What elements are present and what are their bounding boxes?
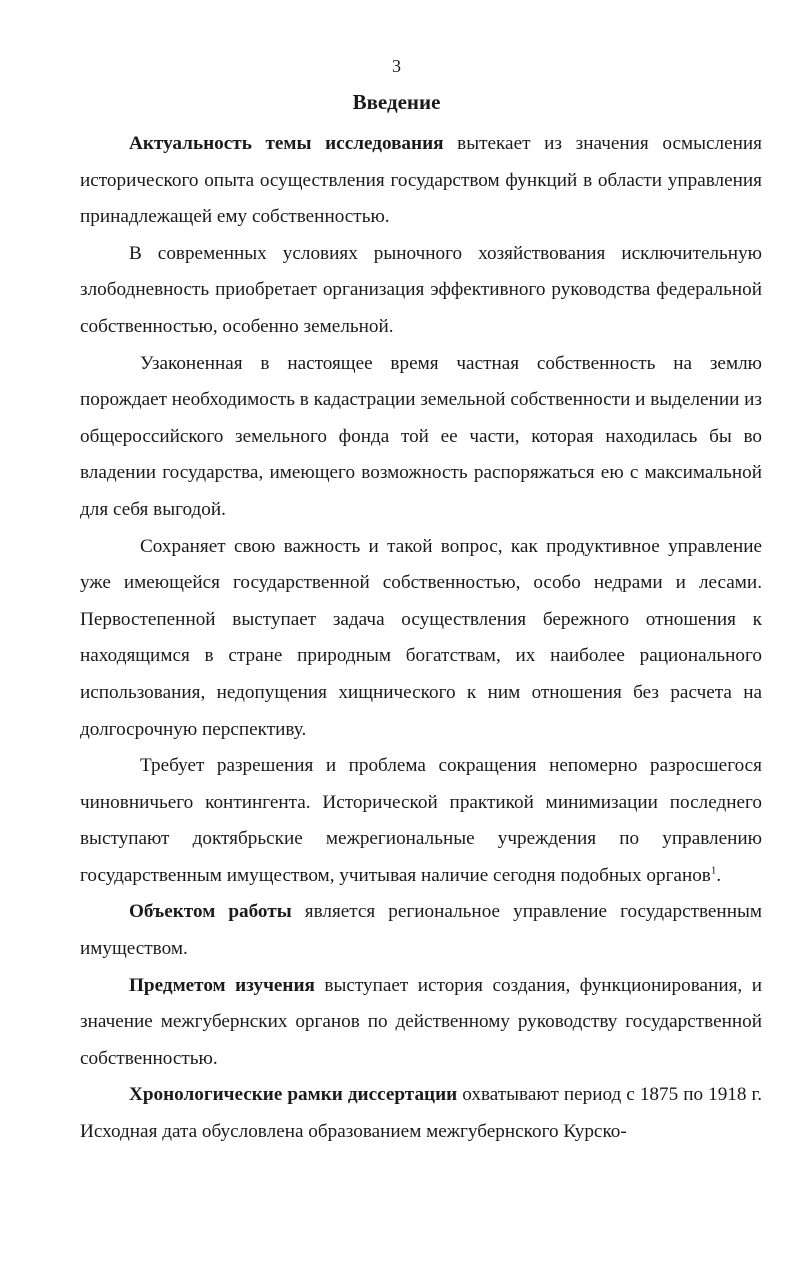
state-property-text: Сохраняет свою важность и такой вопрос, как продуктивное управление уже имеющейся государственной собственностью, особо недрами и лесами. Первостепенной выступает задача осуществления бережного отношения к находящимся в стране природным богатствам, их наиболее рационального использования, недопущения хищнического к ним отношения без расчета на долгосрочную перспективу. [80, 535, 762, 740]
subject-text: выступает история создания, функционирования, и значение межгубернских органов по действенному руководству государственной собственностью. [80, 974, 762, 1069]
private-land-text: Узаконенная в настоящее время частная собственность на землю порождает необходимость в кадастрации земельной собственности и выделении из общероссийского земельного фонда той ее части, которая находилась бы во владении государства, имеющего возможность распоряжаться ею с максимальной для себя выгодой. [80, 352, 762, 520]
section-title: Введение [352, 90, 441, 114]
paragraph-private-land [80, 346, 762, 529]
relevance-text: вытекает из значения осмысления исторического опыта осуществления государством функций в области управления принадлежащей ему собственностью. [80, 133, 762, 228]
chronology-lead: Хронологические рамки диссертации [129, 1084, 458, 1106]
chronology-text: охватывают период с 1875 по 1918 г. Исходная дата обусловлена образованием межгубернского Курско- [80, 1084, 762, 1143]
object-text: является региональное управление государственным имуществом. [80, 901, 762, 960]
paragraph-relevance [80, 126, 762, 236]
paragraph-subject [80, 968, 762, 1078]
modern-conditions-text: В современных условиях рыночного хозяйствования исключительную злободневность приобретает организация эффективного руководства федеральной собственностью, особенно земельной. [80, 242, 762, 337]
paragraph-bureaucracy [80, 748, 762, 894]
paragraph-modern-conditions [80, 236, 762, 346]
bureaucracy-text: Требует разрешения и проблема сокращения непомерно разросшегося чиновничьего контингента. Исторической практикой минимизации последнего выступают доктябрьские межрегиональные учреждения по управлению государственным имуществом, учитывая наличие сегодня подобных органов [80, 755, 762, 886]
page-number: 3 [392, 56, 401, 76]
paragraph-chronology [80, 1077, 762, 1150]
bureaucracy-tail: . [716, 864, 722, 886]
object-lead: Объектом работы [129, 901, 292, 923]
relevance-lead: Актуальность темы исследования [129, 133, 444, 154]
paragraph-state-property [80, 529, 762, 749]
paragraph-object [80, 894, 762, 967]
subject-lead: Предметом изучения [129, 974, 315, 996]
body-text [80, 126, 762, 1151]
footnote-marker[interactable]: 1 [710, 864, 717, 877]
